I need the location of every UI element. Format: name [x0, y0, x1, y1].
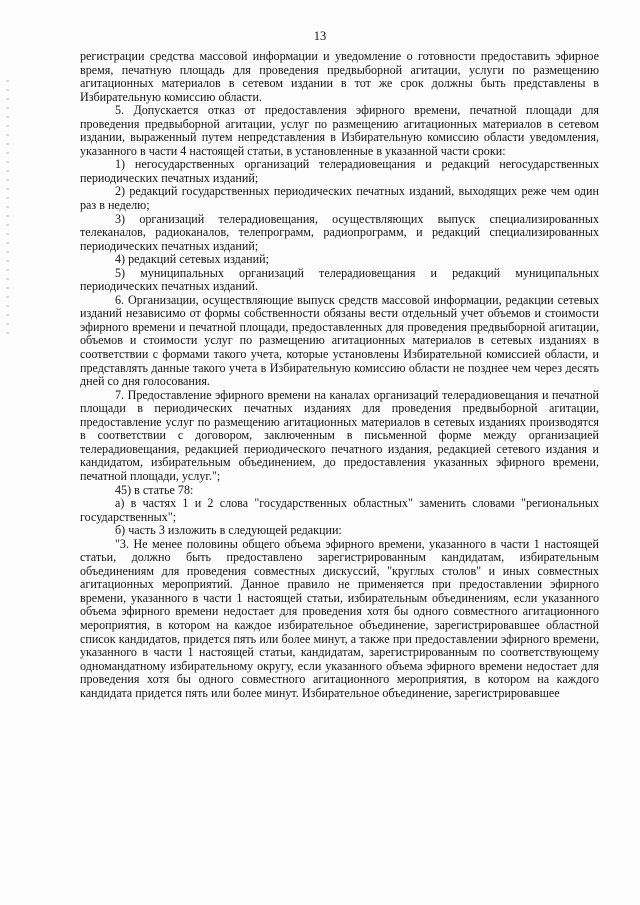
paragraph-new-part-3: "3. Не менее половины общего объема эфирного времени, указанного в части 1 настоящей статьи, должно быть предоставлено зарегистрированным кандидатам, избирательным объединениям для проведения совместных дискуссий, "круглых столов" и иных совместных агитационных мероприятий. Данное правило не применяется при предоставлении эфирного времени, указанного в части 1 настоящей статьи, избирательным объединениям, если указанного объема эфирного времени недостает для проведения хотя бы одного совместного агитационного мероприятия, в котором на каждое избирательное объединение, зарегистрировавшее областной список кандидатов, придется пять или более минут, а также при предоставлении эфирного времени, указанного в части 1 настоящей статьи, кандидатам, зарегистрированным по соответствующему одномандатному избирательному округу, если указанного объема эфирного времени недостает для проведения хотя бы одного совместного агитационного мероприятия, в котором на каждого кандидата придется пять или более минут. Избирательное объединение, зарегистрировавшее	[80, 536, 599, 700]
list-item-5: 5) муниципальных организаций телерадиовещания и редакций муниципальных периодических печатных изданий.	[80, 265, 599, 294]
paragraph-part-7: 7. Предоставление эфирного времени на каналах организаций телерадиовещания и печатной площади в периодических печатных изданиях для проведения предвыборной агитации, предоставление услуг по размещению агитационных материалов в сетевых изданиях производятся в соответствии с договором, заключенным в письменной форме между организацией телерадиовещания, редакцией периодического печатного издания, редакцией сетевого издания и кандидатом, избирательным объединением, до предоставления указанных эфирного времени, печатной площади, услуг.";	[80, 387, 599, 483]
paragraph-subitem-a: а) в частях 1 и 2 слова "государственных областных" заменить словами "региональных государственных";	[80, 496, 599, 524]
list-item-1: 1) негосударственных организаций телерадиовещания и редакций негосударственных периодических печатных изданий;	[80, 157, 599, 185]
list-item-2: 2) редакций государственных периодических печатных изданий, выходящих реже чем один раз в неделю;	[80, 184, 599, 213]
list-item-4: 4) редакций сетевых изданий;	[115, 252, 269, 267]
paragraph-part-5: 5. Допускается отказ от предоставления эфирного времени, печатной площади для проведения предвыборной агитации, услуг по размещению агитационных материалов в сетевом издании, выраженный путем непредставления в Избирательную комиссию области уведомления, указанного в части 4 настоящей статьи, в установленные в указанной части сроки:	[80, 103, 599, 158]
document-body	[80, 50, 599, 700]
paragraph-item-45: 45) в статье 78:	[115, 482, 194, 497]
paragraph-continuation: регистрации средства массовой информации и уведомление о готовности предоставить эфирное время, печатную площадь для проведения предвыборной агитации, услуги по размещению агитационных материалов в сетевом издании в тот же срок должны быть представлены в Избирательную комиссию области.	[80, 49, 599, 104]
paragraph-subitem-b: б) часть 3 изложить в следующей редакции:	[115, 523, 342, 538]
paragraph-part-6: 6. Организации, осуществляющие выпуск средств массовой информации, редакции сетевых изданий независимо от формы собственности обязаны вести отдельный учет объемов и стоимости эфирного времени и печатной площади, предоставленных для проведения предвыборной агитации, объемов и стоимости услуг по размещению агитационных материалов в сетевых изданиях в соответствии с формами такого учета, которые установлены Избирательной комиссией области, и представлять данные такого учета в Избирательную комиссию области не позднее чем через десять дней со дня голосования.	[80, 292, 599, 389]
scan-edge-marks	[6, 80, 9, 340]
list-item-3: 3) организаций телерадиовещания, осуществляющих выпуск специализированных телеканалов, радиоканалов, телепрограмм, радиопрограмм, и редакций специализированных периодических печатных изданий;	[80, 211, 599, 253]
page-number: 13	[313, 29, 327, 43]
